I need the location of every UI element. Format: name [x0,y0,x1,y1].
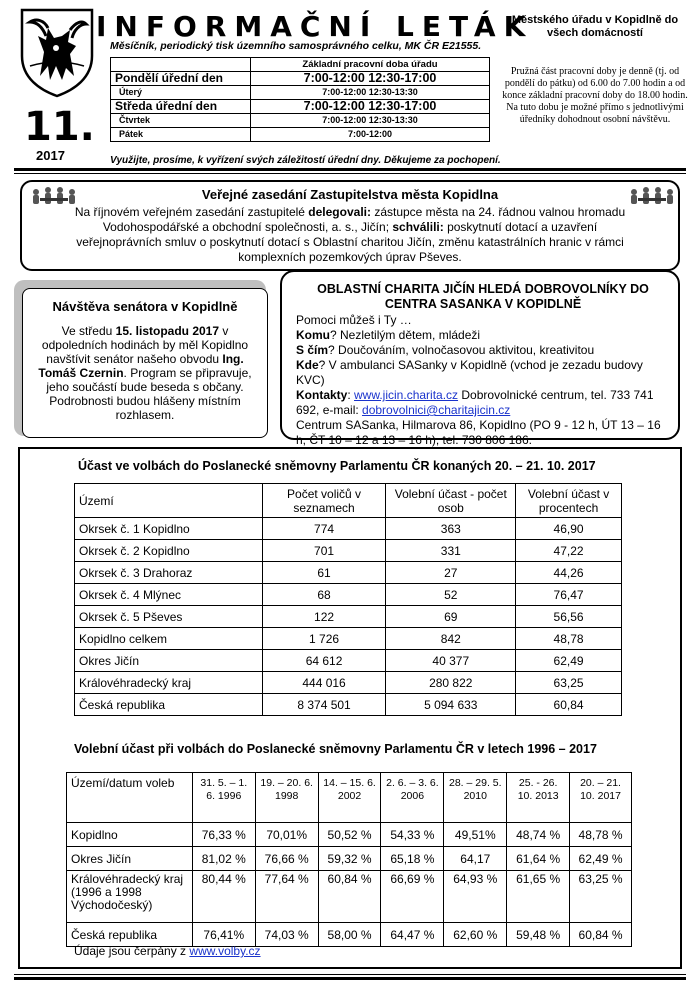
table-cell: 48,78 % [570,823,632,847]
column-header: Území [75,484,263,518]
table-row [75,650,622,672]
office-hours-time: 7:00-12:00 12:30-13:30 [251,86,490,100]
office-hours-row [111,128,490,142]
senator-name: Ing. Tomáš Czernin [38,352,244,380]
table-cell: 47,22 [516,540,622,562]
column-header: 19. – 20. 6. 1998 [255,773,318,823]
column-header: Území/datum voleb [67,773,193,823]
people-group-icon [628,184,676,206]
table-cell: 63,25 % [570,871,632,923]
table-row [75,694,622,716]
senator-visit-text [23,324,267,422]
table-cell: 65,18 % [381,847,444,871]
header-divider-thin [14,173,686,174]
charity-web-link[interactable]: www.jicin.charita.cz [354,388,459,402]
table-cell: 63,25 [516,672,622,694]
column-header: 14. – 15. 6. 2002 [318,773,381,823]
charity-where [296,358,670,388]
senator-text-2: v odpoledních hodinách by měl Kopidlno navštívit senátor našeho obvodu [41,324,249,366]
charity-for-whom-label: Komu [296,328,330,342]
council-delegated: delegovali: [308,205,371,219]
row-label: Kopidlno [67,823,193,847]
table-cell: 59,48 % [507,923,570,947]
table-header-row [75,484,622,518]
people-group-icon [30,184,78,206]
table-cell: 60,84 [516,694,622,716]
table-cell: 774 [262,518,386,540]
charity-contacts-label: Kontakty [296,388,348,402]
table-cell: 80,44 % [192,871,255,923]
row-label: Okrsek č. 4 Mlýnec [75,584,263,606]
table-row [67,923,632,947]
data-source-note [74,944,261,958]
table-row [75,672,622,694]
charity-with-what [296,343,670,358]
column-header: 2. 6. – 3. 6. 2006 [381,773,444,823]
row-label: Okrsek č. 1 Kopidlno [75,518,263,540]
row-label: Okrsek č. 3 Drahoraz [75,562,263,584]
table-row [75,518,622,540]
charity-for-whom [296,328,670,343]
row-label: Okrsek č. 5 Pševes [75,606,263,628]
office-hours-row [111,114,490,128]
table-cell: 49,51% [444,823,507,847]
senator-visit-box [22,288,268,438]
charity-email-link[interactable]: dobrovolnici@charitajicin.cz [362,403,511,417]
row-label: Okres Jičín [75,650,263,672]
charity-volunteers-box [280,270,680,447]
office-hours-row [111,100,490,114]
table-cell: 70,01% [255,823,318,847]
table-cell: 69 [386,606,516,628]
town-crest-icon [18,6,96,98]
volby-link[interactable]: www.volby.cz [189,944,261,958]
turnout-history-title: Volební účast při volbách do Poslanecké sněmovny Parlamentu ČR v letech 1996 – 2017 [74,742,597,756]
column-header: 25. - 26. 10. 2013 [507,773,570,823]
column-header: 31. 5. – 1. 6. 1996 [192,773,255,823]
table-cell: 56,56 [516,606,622,628]
table-cell: 58,00 % [318,923,381,947]
charity-with-what-text: ? Doučováním, volnočasovou aktivitou, kreativitou [328,343,595,357]
table-cell: 64,93 % [444,871,507,923]
charity-title: OBLASTNÍ CHARITA JIČÍN HLEDÁ DOBROVOLNÍKY DO CENTRA SASANKA V KOPIDLNĚ [317,282,649,311]
table-cell: 444 016 [262,672,386,694]
office-hours-header: Základní pracovní doba úřadu [251,58,490,72]
footer-divider-thin [14,974,686,975]
table-cell: 60,84 % [318,871,381,923]
issue-year: 2017 [36,148,65,163]
table-cell: 64,17 [444,847,507,871]
table-cell: 5 094 633 [386,694,516,716]
office-hours-day: Středa úřední den [111,100,251,114]
charity-address: Centrum SASanka, Hilmarova 86, Kopidlno (PO 9 - 12 h, ÚT 13 – 16 h, ČT 10 – 12 a 13 – 16 h), tel. 730 806 186. [296,418,661,447]
senator-text-3: . Program se připravuje, jeho součástí bude beseda s občany. Podrobnosti budou hlášeny místním rozhlasem. [46,366,252,422]
table-cell: 62,49 [516,650,622,672]
row-label: Královéhradecký kraj [75,672,263,694]
table-row [75,540,622,562]
council-meeting-title: Veřejné zasedání Zastupitelstva města Kopidlna [201,187,499,202]
table-cell: 27 [386,562,516,584]
column-header: Volební účast - počet osob [386,484,516,518]
table-header-row [67,773,632,823]
data-source-text: Údaje jsou čerpány z [74,944,190,958]
issue-number: 11. [24,104,95,150]
council-meeting-box [20,180,680,271]
table-cell: 60,84 % [570,923,632,947]
table-cell: 76,41% [192,923,255,947]
office-hours-row [111,86,490,100]
turnout-2017-title: Účast ve volbách do Poslanecké sněmovny Parlamentu ČR konaných 20. – 21. 10. 2017 [78,459,596,473]
row-label: Okres Jičín [67,847,193,871]
column-header: Volební účast v procentech [516,484,622,518]
office-hours-time: 7:00-12:00 12:30-13:30 [251,114,490,128]
office-hours-day: Pondělí úřední den [111,72,251,86]
flexible-hours-note: Pružná část pracovní doby je denně (tj. od pondělí do pátku) od 6.00 do 7.00 hodin a od konce základní pracovní doby do 18.00 hodin. Na tuto dobu je možné přímo s jednotlivými úředníky dohodnout osobní návštěvu. [502,66,688,125]
table-cell: 64,47 % [381,923,444,947]
table-row [67,823,632,847]
council-text-2: zástupce města na 24. řádnou valnou hromadu Vodohospodářské a obchodní společnosti, a. s., Jičín; [102,205,626,234]
charity-contacts [296,388,670,418]
charity-contacts-sep: : [347,388,355,402]
column-header: 20. – 21. 10. 2017 [570,773,632,823]
turnout-2017-table [74,483,622,716]
table-cell: 81,02 % [192,847,255,871]
newsletter-title: INFORMAČNÍ LETÁK [96,10,534,43]
header-divider-thick [14,168,686,171]
table-cell: 8 374 501 [262,694,386,716]
table-row [67,847,632,871]
charity-intro: Pomoci můžeš i Ty … [296,313,412,327]
table-cell: 331 [386,540,516,562]
council-text-1: Na říjnovém veřejném zasedání zastupitelé [74,205,309,219]
senator-visit-title: Návštěva senátora v Kopidlně [52,299,238,314]
table-row [75,562,622,584]
table-cell: 52 [386,584,516,606]
table-cell: 74,03 % [255,923,318,947]
council-approved: schválili: [392,220,444,234]
table-row [75,584,622,606]
charity-where-label: Kde [296,358,319,372]
table-cell: 50,52 % [318,823,381,847]
table-cell: 122 [262,606,386,628]
table-cell: 363 [386,518,516,540]
charity-for-whom-text: ? Nezletilým dětem, mládeži [330,328,481,342]
turnout-history-table [66,772,632,947]
office-hours-day: Pátek [111,128,251,142]
senator-visit-date: 15. listopadu 2017 [115,324,220,338]
newsletter-subtitle: Měsíčník, periodický tisk územního samosprávného celku, MK ČR E21555. [110,40,482,52]
charity-where-text: ? V ambulanci SASanky v Kopidlně (vchod je zezadu budovy KVC) [296,358,643,387]
table-cell: 701 [262,540,386,562]
charity-with-what-label: S čím [296,343,329,357]
column-header: Počet voličů v seznamech [262,484,386,518]
charity-contacts-text: Dobrovolnické centrum, tel. 733 741 692, e-mail: [296,388,654,417]
table-cell: 1 726 [262,628,386,650]
office-hours-table [110,57,490,142]
address-title: Městského úřadu v Kopidlně do všech domácností [511,14,679,39]
table-cell: 76,66 % [255,847,318,871]
table-cell: 62,60 % [444,923,507,947]
table-row [67,871,632,923]
table-cell: 842 [386,628,516,650]
council-text-3: poskytnutí dotací a uzavření veřejnoprávních smluv o poskytnutí dotací s Oblastní charitou Jičín, změnu katastrálních hranic v rámci komplexních pozemkových úprav Pševes. [76,220,624,264]
senator-text-1: Ve středu [61,324,116,338]
footer-divider-thick [14,977,686,980]
column-header: 28. – 29. 5. 2010 [444,773,507,823]
council-meeting-text [62,205,638,265]
table-cell: 48,78 [516,628,622,650]
table-cell: 280 822 [386,672,516,694]
office-hours-day: Čtvrtek [111,114,251,128]
table-cell: 48,74 % [507,823,570,847]
table-cell: 62,49 % [570,847,632,871]
table-cell: 40 377 [386,650,516,672]
table-cell: 59,32 % [318,847,381,871]
table-row [75,628,622,650]
office-hours-time: 7:00-12:00 12:30-17:00 [251,72,490,86]
table-cell: 77,64 % [255,871,318,923]
office-hours-row [111,72,490,86]
row-label: Česká republika [75,694,263,716]
table-cell: 54,33 % [381,823,444,847]
table-cell: 61 [262,562,386,584]
table-cell: 64 612 [262,650,386,672]
table-cell: 61,65 % [507,871,570,923]
table-cell: 68 [262,584,386,606]
table-cell: 76,47 [516,584,622,606]
office-hours-time: 7:00-12:00 12:30-17:00 [251,100,490,114]
table-cell: 66,69 % [381,871,444,923]
table-cell: 46,90 [516,518,622,540]
row-label: Okrsek č. 2 Kopidlno [75,540,263,562]
office-hours-day: Úterý [111,86,251,100]
table-cell: 76,33 % [192,823,255,847]
office-days-note: Využijte, prosíme, k vyřízení svých záležitostí úřední dny. Děkujeme za pochopení. [110,155,501,166]
row-label: Česká republika [67,923,193,947]
office-hours-time: 7:00-12:00 [251,128,490,142]
table-cell: 61,64 % [507,847,570,871]
row-label: Kopidlno celkem [75,628,263,650]
row-label: Královéhradecký kraj (1996 a 1998 Východočeský) [67,871,193,923]
table-row [75,606,622,628]
table-cell: 44,26 [516,562,622,584]
